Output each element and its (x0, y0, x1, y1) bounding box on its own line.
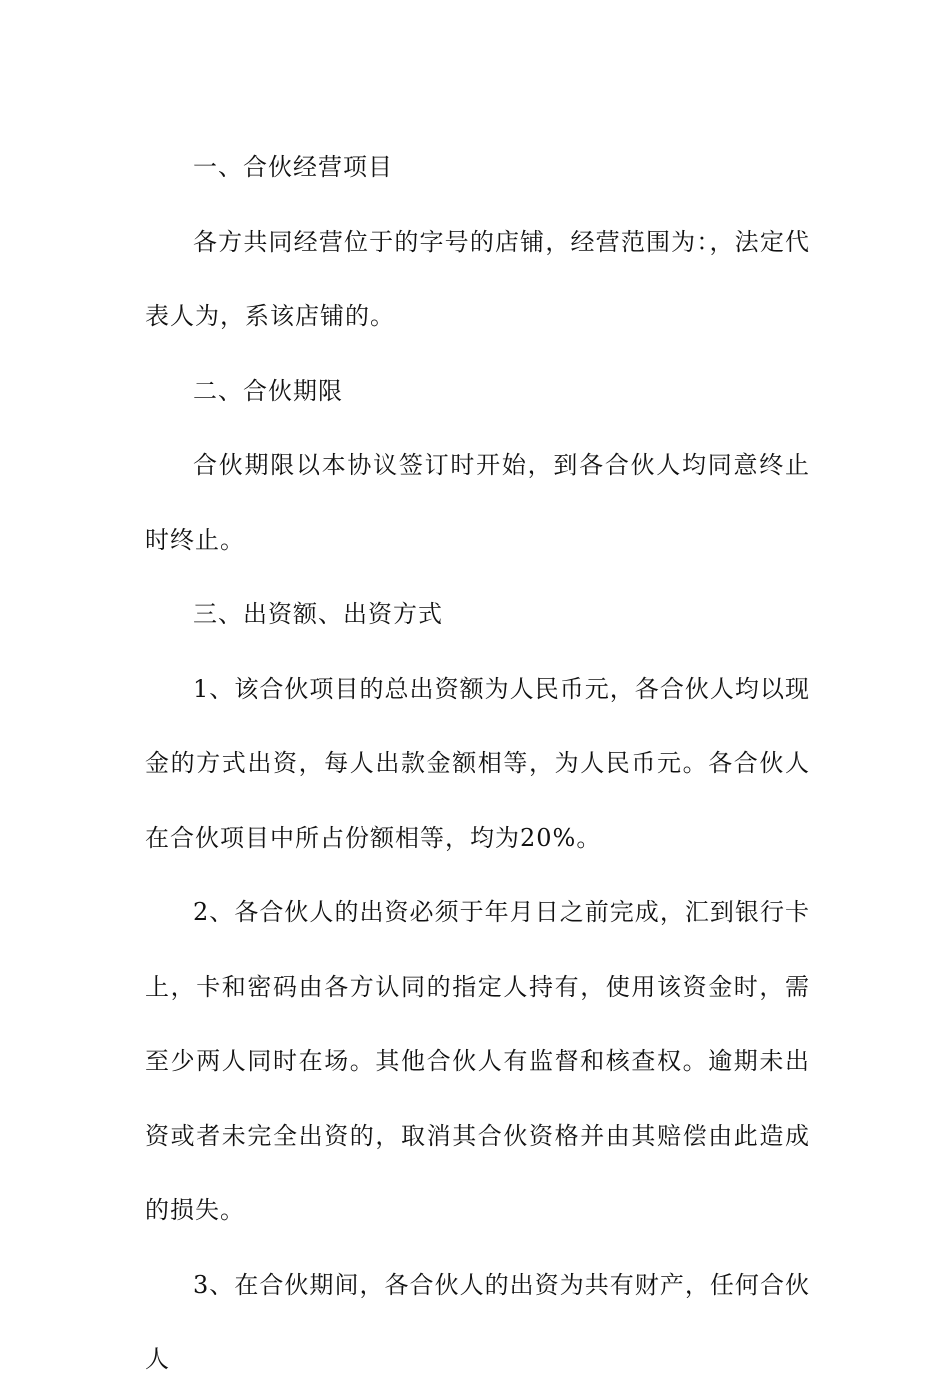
document-body (145, 130, 810, 1397)
paragraph-capital-2: 2、各合伙人的出资必须于年月日之前完成，汇到银行卡上，卡和密码由各方认同的指定人持有，使用该资金时，需至少两人同时在场。其他合伙人有监督和核查权。逾期未出资或者未完全出资的，取消其合伙资格并由其赔偿由此造成的损失。 (145, 898, 810, 1224)
paragraph-business-scope: 各方共同经营位于的字号的店铺，经营范围为：，法定代表人为，系该店铺的。 (145, 227, 810, 330)
paragraph-term: 合伙期限以本协议签订时开始，到各合伙人均同意终止时终止。 (145, 451, 810, 554)
section-heading-3: 三、出资额、出资方式 (193, 600, 443, 628)
paragraph-capital-1: 1、该合伙项目的总出资额为人民币元，各合伙人均以现金的方式出资，每人出款金额相等，为人民币元。各合伙人在合伙项目中所占份额相等，均为20%。 (145, 674, 810, 852)
section-heading-2: 二、合伙期限 (193, 376, 343, 405)
section-heading-1: 一、合伙经营项目 (193, 153, 393, 181)
paragraph-capital-3: 3、在合伙期间，各合伙人的出资为共有财产，任何合伙人 (145, 1270, 810, 1373)
